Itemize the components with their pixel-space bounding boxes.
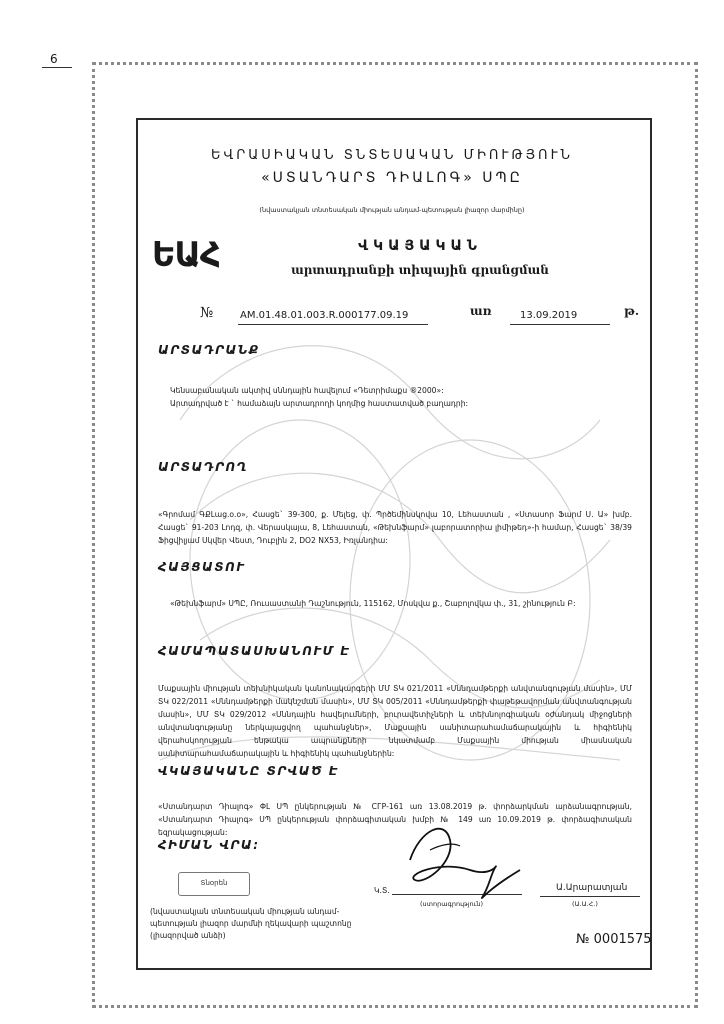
certificate-date: 13.09.2019 [520, 310, 578, 321]
certificate-number: AM.01.48.01.003.R.000177.09.19 [240, 310, 409, 321]
seal-place-label: Կ.Տ. [374, 886, 390, 895]
issued-heading: ՎԿԱՅԱԿԱՆԸ ՏՐՎԱԾ Է [158, 764, 339, 778]
signer-name: Ա.Արարատյան [556, 883, 628, 893]
serial-number: № 0001575 [576, 932, 652, 947]
issuer-note: (նվաստակյան տնտեսական միության անդամ-պետության լիազոր մարմինը) [259, 206, 525, 214]
name-line [540, 896, 640, 897]
footer-note: (նվաստակյան տնտեսական միության անդամ-պետության լիազոր մարմնի ղեկավարի պաշտոնը (լիազորված անձի) [150, 907, 352, 940]
signature-caption: (ստորագրություն) [420, 900, 484, 908]
eac-logo: ԵԱՀ [151, 235, 220, 275]
date-prefix: առ [470, 304, 492, 318]
name-caption: (Ա.Ա.Հ.) [572, 900, 598, 908]
certificate-title: ՎԿԱՅԱԿԱՆ [358, 238, 482, 254]
product-line-1: Կենսաբանական ակտիվ սննդային հավելում «Դետրիմաքս ®2000»: [170, 386, 444, 395]
issuer-union: ԵՎՐԱՍԻԱԿԱՆ ՏՆՏԵՍԱԿԱՆ ՄԻՈՒԹՅՈՒՆ [210, 148, 574, 163]
applicant-text: «Թեխնֆարմ» ՍՊԸ, Ռուսաստանի Դաշնություն, 115162, Մոսկվա ք., Շաբոլովկա փ., 31, շինություն Բ: [170, 599, 576, 608]
date-suffix: թ. [624, 304, 640, 318]
manufacturer-heading: ԱՐՏԱԴՐՈՂ [158, 460, 248, 474]
number-label: № [200, 305, 214, 321]
basis-heading: ՀԻՄԱՆ ՎՐԱ: [158, 838, 260, 852]
product-line-2: Արտադրված է ` համաձայն արտադրողի կողմից հաստատված բաղադրի: [170, 399, 469, 408]
director-stamp: Տնօրեն [178, 872, 250, 896]
issuer-company: «ՍՏԱՆԴԱՐՏ ԴԻԱԼՈԳ» ՍՊԸ [261, 170, 523, 186]
certificate-subtitle: արտադրանքի տիպային գրանցման [291, 263, 549, 277]
conformity-text: Մաքսային միության տեխնիկական կանոնակարգերի ՄՄ ՏԿ 021/2011 «Սննդամթերքի անվտանգության մասին», ՄՄ ՏԿ 022/2011 «Սննդամթերքի մակնշման մասին», ՄՄ ՏԿ 005/2011 «Սննդամթերքի փաթեթավորման անվտանգության մասին», ՄՄ ՏԿ 029/2012 «Սննդային հավելումների, բուրավետիչների և տեխնոլոգիական օժանդակ միջոցների անվտանգությանը ներկայացվող պահանջներ», Մաքսային սանիտարահամաճարակային և հիգիենիկ վերահսկողության ենթակա ապրանքների նկատմամբ Մաքսային միության միասնական սանիտարահամաճարակային և հիգիենիկ պահանջներին: [158, 684, 632, 758]
product-heading: ԱՐՏԱԴՐԱՆՔ [158, 343, 260, 357]
manufacturer-text: «Գրոմամ ԳՔԼաց.օ.օ», Հասցե` 39-300, ք. Մելեց, փ. Պրծեմինսկովա 10, Լեհաստան , «Ստասոր Ֆարմ Ս. Ա» խմբ. Հասցե` 91-203 Լոդզ, փ. Վերասկայա, 8, Լեհաստան, «Թեխնֆարմ» լաբորատորիա լիմիթեդ»-ի համար, Հասցե` 38/39 Ֆիցվիլյամ Սկվեր Վեստ, Դուբլին 2, DO2 NX53, Իռլանդիա: [158, 510, 632, 545]
conformity-heading: ՀԱՄԱՊԱՏԱՍԽԱՆՈՒՄ Է [158, 644, 351, 658]
issued-text: «Ստանդարտ Դիալոգ» ՓԼ ՍՊ ընկերության № CГР-161 առ 13.08.2019 թ. փորձարկման արձանագրության, «Ստանդարտ Դիալոգ» ՍՊ ընկերության փորձագիտական խմբի № 149 առ 10.09.2019 թ. փորձագիտական եզրակացության: [158, 802, 632, 837]
corner-mark: 6 [50, 52, 58, 66]
applicant-heading: ՀԱՅՑԱՏՈՒ [158, 560, 246, 574]
